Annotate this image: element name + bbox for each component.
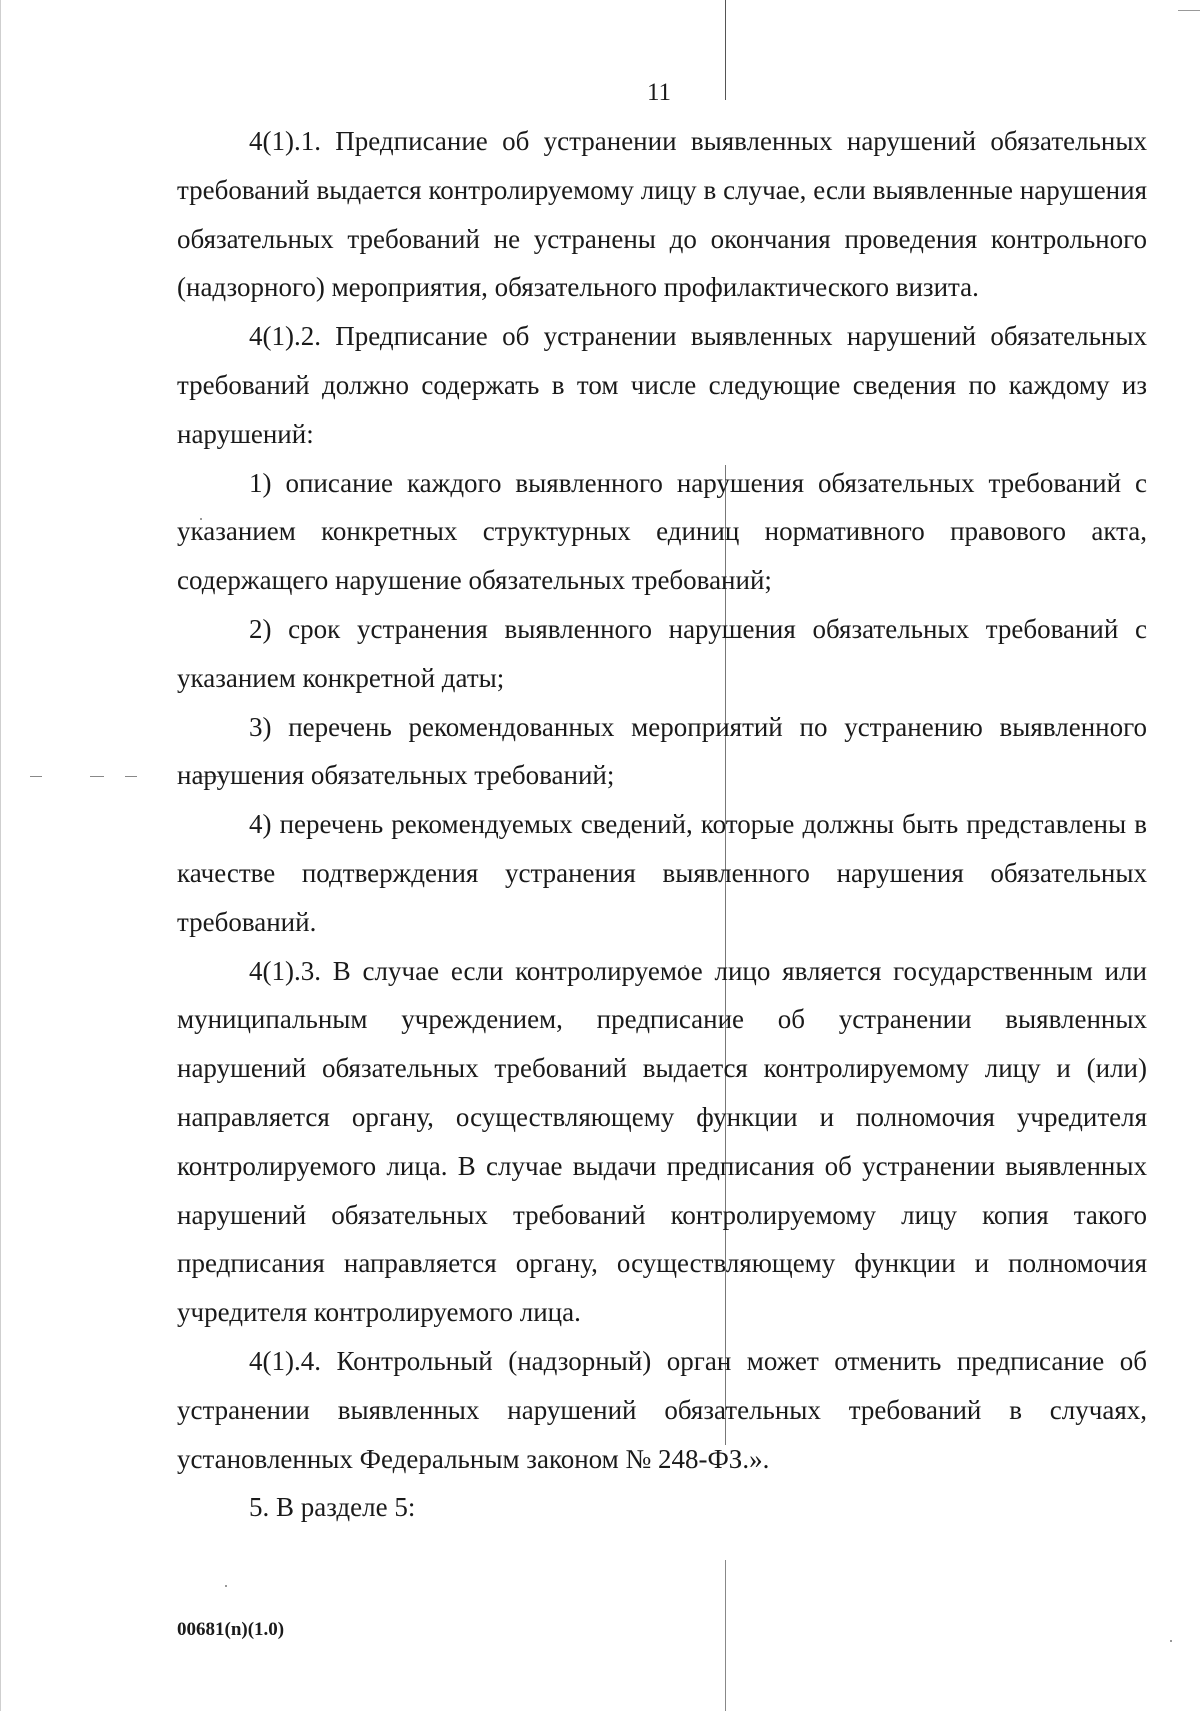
- paragraph-4-1-2: 4(1).2. Предписание об устранении выявленных нарушений обязательных требований должно содержать в том числе следующие сведения по каждому из нарушений:: [177, 321, 1147, 449]
- document-code: 00681(n)(1.0): [177, 1619, 285, 1640]
- list-item-2: 2) срок устранения выявленного нарушения обязательных требований с указанием конкретной даты;: [177, 613, 1147, 693]
- paragraph-4-1-4: 4(1).4. Контрольный (надзорный) орган может отменить предписание об устранении выявленных нарушений обязательных требований в случаях, установленных Федеральным законом № 248-ФЗ.».: [177, 1345, 1147, 1474]
- document-body: [177, 117, 1147, 1532]
- margin-dash-mark: [90, 776, 104, 777]
- list-item-4: 4) перечень рекомендуемых сведений, которые должны быть представлены в качестве подтверждения устранения выявленного нарушения обязательных требований.: [177, 809, 1147, 937]
- scan-speck: [1170, 1640, 1172, 1642]
- paragraph-5: 5. В разделе 5:: [249, 1492, 416, 1523]
- scan-left-edge: [0, 0, 1, 1711]
- list-item-3: 3) перечень рекомендованных мероприятий по устранению выявленного нарушения обязательных требований;: [177, 711, 1147, 791]
- list-item-1: 1) описание каждого выявленного нарушения обязательных требований с указанием конкретных структурных единиц нормативного правового акта, содержащего нарушение обязательных требований;: [177, 467, 1147, 596]
- paragraph-4-1-3: 4(1).3. В случае если контролируемое лицо является государственным или муниципальным учреждением, предписание об устранении выявленных нарушений обязательных требований выдается контролируемому лицу и (или) направляется органу, осуществляющему функции и полномочия учредителя контролируемого лица. В случае выдачи предписания об устранении выявленных нарушений обязательных требований контролируемому лицу копия такого предписания направляется органу, осуществляющему функции и полномочия учредителя контролируемого лица.: [177, 955, 1147, 1328]
- paragraph-4-1-1: 4(1).1. Предписание об устранении выявленных нарушений обязательных требований выдается контролируемому лицу в случае, если выявленные нарушения обязательных требований не устранены до окончания проведения контрольного (надзорного) мероприятия, обязательного профилактического визита.: [177, 126, 1147, 303]
- margin-dash-mark: [125, 776, 137, 777]
- page-number: 11: [646, 79, 672, 106]
- fold-line-bottom: [725, 1560, 726, 1711]
- margin-dash-mark: [30, 776, 42, 777]
- scan-corner-mark: [1178, 0, 1200, 11]
- scan-speck: [225, 1585, 227, 1587]
